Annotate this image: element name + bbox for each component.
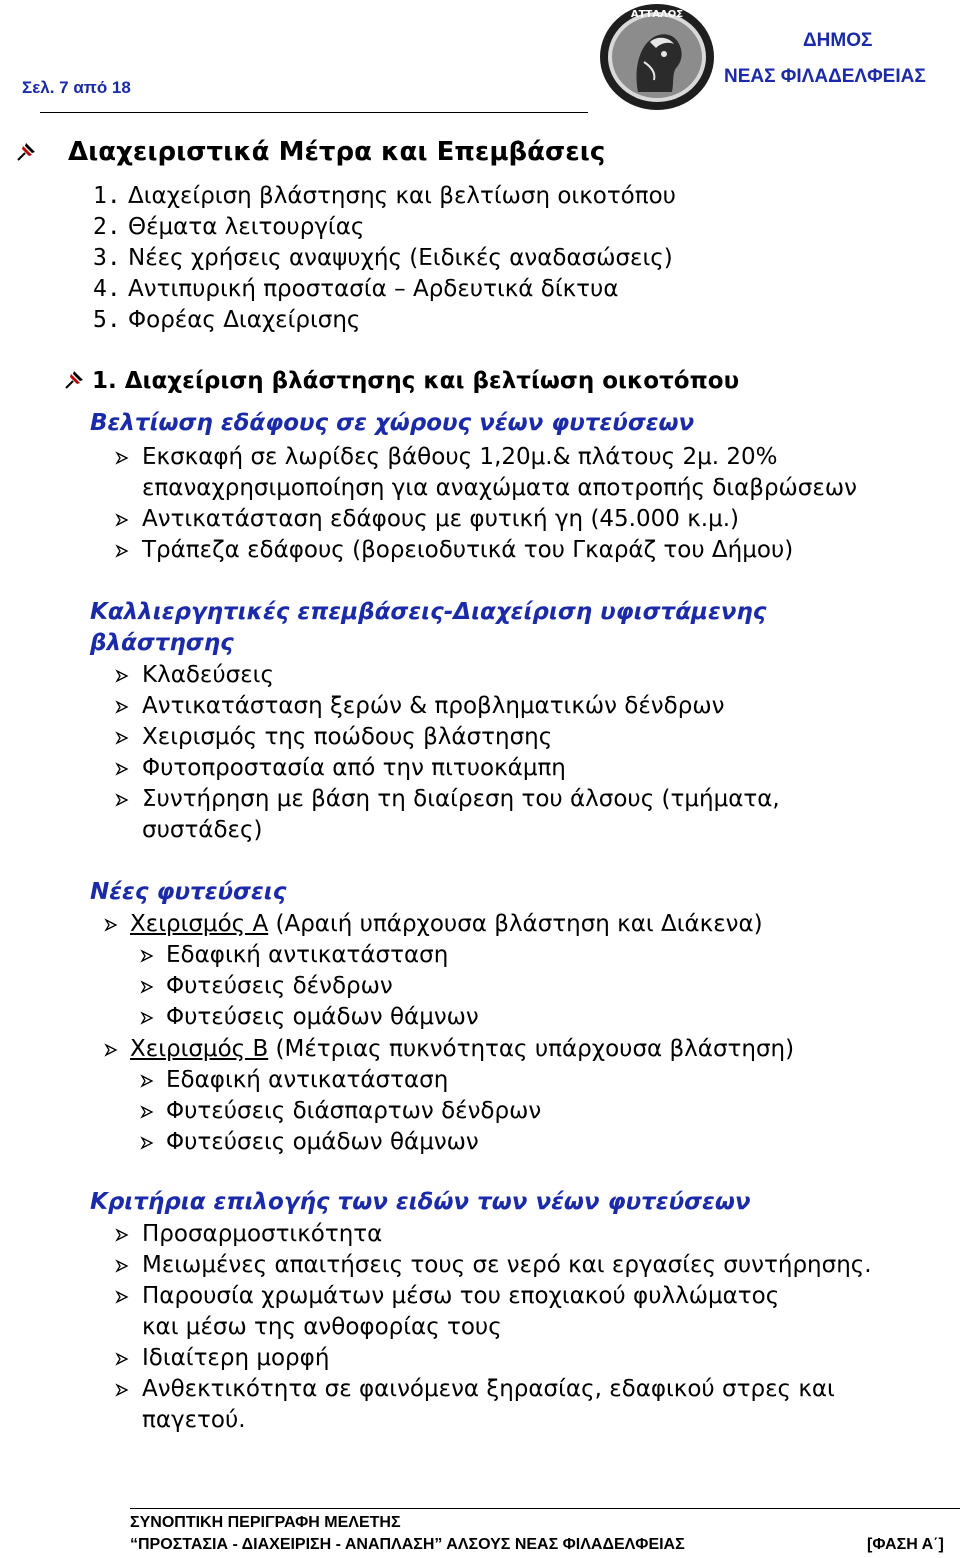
list-item: Τράπεζα εδάφους (βορειοδυτικά του Γκαράζ του Δήμου) [142,537,794,563]
arrowhead-bullet-icon [115,513,129,527]
list-item: Φυτοπροστασία από την πιτυοκάμπη [142,755,566,781]
footer-title: ΣΥΝΟΠΤΙΚΗ ΠΕΡΙΓΡΑΦΗ ΜΕΛΕΤΗΣ [130,1514,401,1531]
footer-divider [130,1508,960,1509]
list-item: Εδαφική αντικατάσταση [166,1067,449,1093]
thumbtack-bullet-icon [14,140,38,164]
municipality-name-line1: ΔΗΜΟΣ [803,30,873,51]
list-item-continuation: συστάδες) [142,817,263,843]
list-item: Εκσκαφή σε λωρίδες βάθους 1,20μ.& πλάτους 2μ. 20% [142,444,778,470]
arrowhead-bullet-icon [115,451,129,465]
treatment-a-label: Χειρισμός Α [130,911,269,937]
list-item: Μειωμένες απαιτήσεις τους σε νερό και εργασίες συντήρησης. [142,1252,872,1278]
header-divider [40,112,588,113]
treatment-b-line: Χειρισμός Β (Μέτριας πυκνότητας υπάρχουσα βλάστηση) [130,1036,795,1062]
arrowhead-bullet-icon [115,793,129,807]
list-item: Φυτεύσεις διάσπαρτων δένδρων [166,1098,542,1124]
arrowhead-bullet-icon [140,980,154,994]
list-item-continuation: επαναχρησιμοποίηση για αναχώματα αποτροπής διαβρώσεων [142,475,857,501]
toc-item: 4. Αντιπυρική προστασία – Αρδευτικά δίκτυα [93,276,619,302]
arrowhead-bullet-icon [140,1136,154,1150]
list-item: Ιδιαίτερη μορφή [142,1345,330,1371]
treatment-b-label: Χειρισμός Β [130,1036,269,1062]
list-item: Παρουσία χρωμάτων μέσω του εποχιακού φυλλώματος [142,1283,780,1309]
list-item: Φυτεύσεις δένδρων [166,973,393,999]
list-item: Κλαδεύσεις [142,662,274,688]
toc-item: 5. Φορέας Διαχείρισης [93,307,361,333]
arrowhead-bullet-icon [115,669,129,683]
thumbtack-bullet-icon [62,368,86,392]
list-item-continuation: παγετού. [142,1407,246,1433]
subsection-heading-continuation: βλάστησης [90,630,234,656]
subsection-heading: Καλλιεργητικές επεμβάσεις-Διαχείριση υφιστάμενης [90,599,767,625]
list-item: Συντήρηση με βάση τη διαίρεση του άλσους (τμήματα, [142,786,780,812]
footer-phase: [ΦΑΣΗ Α΄] [867,1536,944,1553]
arrowhead-bullet-icon [140,1105,154,1119]
list-item-continuation: και μέσω της ανθοφορίας τους [142,1314,502,1340]
treatment-a-line: Χειρισμός Α (Αραιή υπάρχουσα βλάστηση και Διάκενα) [130,911,763,937]
subsection-heading: Κριτήρια επιλογής των ειδών των νέων φυτεύσεων [90,1189,751,1215]
arrowhead-bullet-icon [115,1290,129,1304]
list-item: Προσαρμοστικότητα [142,1221,383,1247]
municipality-seal [598,2,716,112]
list-item: Ανθεκτικότητα σε φαινόμενα ξηρασίας, εδαφικού στρες και [142,1376,835,1402]
arrowhead-bullet-icon [140,949,154,963]
list-item: Χειρισμός της ποώδους βλάστησης [142,724,553,750]
subsection-heading: Νέες φυτεύσεις [90,879,287,905]
subsection-heading: Βελτίωση εδάφους σε χώρους νέων φυτεύσεων [90,410,695,436]
list-item: Εδαφική αντικατάσταση [166,942,449,968]
footer-subtitle: “ΠΡΟΣΤΑΣΙΑ - ΔΙΑΧΕΙΡΙΣΗ - ΑΝΑΠΛΑΣΗ” ΑΛΣΟΥΣ ΝΕΑΣ ΦΙΛΑΔΕΛΦΕΙΑΣ [130,1536,685,1553]
toc-item: 1. Διαχείριση βλάστησης και βελτίωση οικοτόπου [93,183,676,209]
arrowhead-bullet-icon [115,1352,129,1366]
municipality-name-line2: ΝΕΑΣ ΦΙΛΑΔΕΛΦΕΙΑΣ [724,66,926,87]
arrowhead-bullet-icon [115,1228,129,1242]
seal-lettering: ΑΤΤΑΛΟΣ [630,9,684,20]
arrowhead-bullet-icon [115,762,129,776]
arrowhead-bullet-icon [115,1383,129,1397]
arrowhead-bullet-icon [115,700,129,714]
list-item: Αντικατάσταση ξερών & προβληματικών δένδρων [142,693,725,719]
toc-item: 3. Νέες χρήσεις αναψυχής (Ειδικές αναδασώσεις) [93,245,673,271]
toc-item: 2. Θέματα λειτουργίας [93,214,365,240]
arrowhead-bullet-icon [115,731,129,745]
arrowhead-bullet-icon [104,918,118,932]
list-item: Φυτεύσεις ομάδων θάμνων [166,1004,479,1030]
coin-seal-icon [598,2,716,112]
page-number: Σελ. 7 από 18 [22,78,131,97]
arrowhead-bullet-icon [140,1074,154,1088]
arrowhead-bullet-icon [104,1043,118,1057]
arrowhead-bullet-icon [115,544,129,558]
list-item: Φυτεύσεις ομάδων θάμνων [166,1129,479,1155]
arrowhead-bullet-icon [140,1011,154,1025]
section-title: 1. Διαχείριση βλάστησης και βελτίωση οικοτόπου [92,368,740,394]
main-title: Διαχειριστικά Μέτρα και Επεμβάσεις [68,137,606,167]
list-item: Αντικατάσταση εδάφους με φυτική γη (45.000 κ.μ.) [142,506,739,532]
arrowhead-bullet-icon [115,1259,129,1273]
